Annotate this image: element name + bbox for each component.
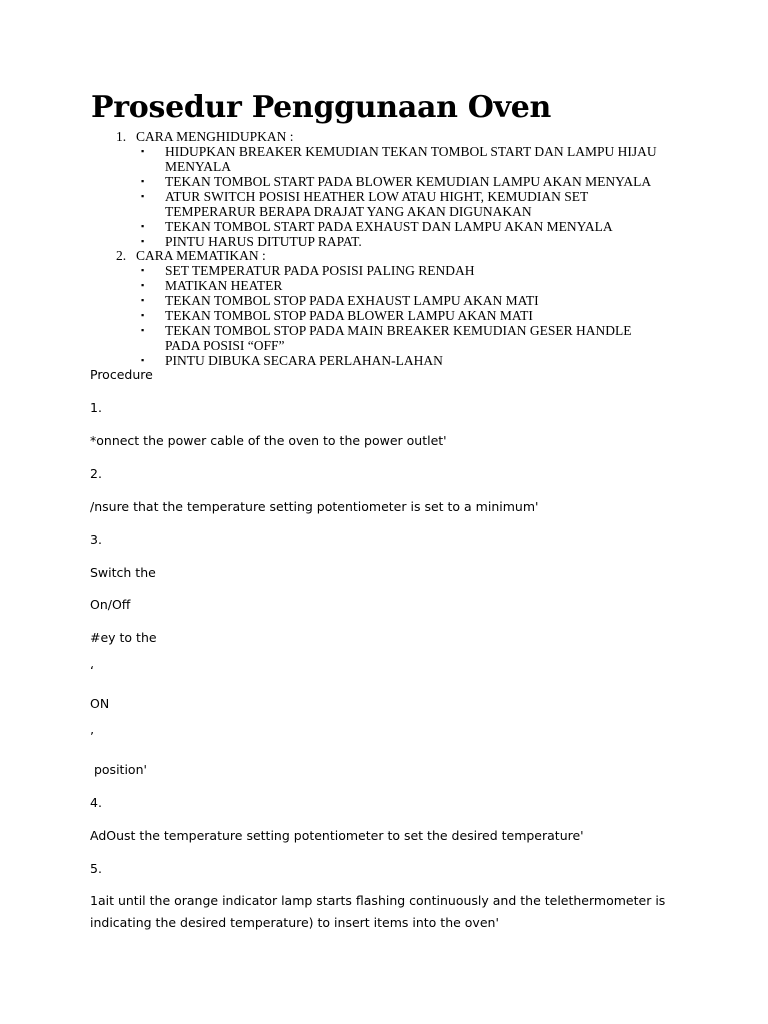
bullet-icon: ▪ (141, 280, 145, 290)
section-2-list (140, 263, 660, 368)
section-2-heading (116, 248, 676, 263)
list-item: ▪ TEKAN TOMBOL STOP PADA BLOWER LAMPU AKAN MATI (141, 308, 533, 323)
bullet-icon: ▪ (141, 295, 145, 305)
list-item: ▪ SET TEMPERATUR PADA POSISI PALING RENDAH (141, 263, 475, 278)
section-1-list (140, 144, 660, 249)
section-2-number: 2. (116, 248, 127, 263)
bullet-icon: ▪ (141, 146, 145, 156)
section-1-heading (116, 129, 676, 144)
procedure-step-text: ON (90, 696, 110, 711)
procedure-step-text: On/Off (90, 597, 131, 612)
bullet-icon: ▪ (141, 325, 145, 335)
bullet-icon: ▪ (141, 221, 145, 231)
procedure-heading: Procedure (90, 367, 153, 382)
bullet-icon: ▪ (141, 191, 145, 201)
procedure-step-number: 4. (90, 795, 102, 810)
list-item: ▪ HIDUPKAN BREAKER KEMUDIAN TEKAN TOMBOL START DAN LAMPU HIJAU MENYALA (141, 144, 657, 174)
procedure-step-number: 2. (90, 466, 102, 481)
procedure-step-number: 5. (90, 861, 102, 876)
list-item: ▪ PINTU DIBUKA SECARA PERLAHAN-LAHAN (141, 353, 443, 368)
procedure-step-text: *onnect the power cable of the oven to the power outlet' (90, 433, 447, 448)
list-item: ▪ TEKAN TOMBOL START PADA EXHAUST DAN LAMPU AKAN MENYALA (141, 219, 613, 234)
section-1-title: CARA MENGHIDUPKAN : (136, 129, 294, 144)
procedure-step-text: #ey to the (90, 630, 157, 645)
list-item: ▪ TEKAN TOMBOL STOP PADA EXHAUST LAMPU AKAN MATI (141, 293, 539, 308)
page-title: Prosedur Penggunaan Oven (91, 90, 552, 125)
section-1-number: 1. (116, 129, 127, 144)
bullet-icon: ▪ (141, 310, 145, 320)
list-item: ▪ PINTU HARUS DITUTUP RAPAT. (141, 234, 362, 249)
bullet-icon: ▪ (141, 236, 145, 246)
procedure-step-text: AdOust the temperature setting potentiometer to set the desired temperature' (90, 828, 584, 843)
list-item: ▪ MATIKAN HEATER (141, 278, 283, 293)
procedure-step-text: ‘ (90, 663, 94, 678)
procedure-step-text: /nsure that the temperature setting potentiometer is set to a minimum' (90, 499, 539, 514)
list-item: ▪ TEKAN TOMBOL START PADA BLOWER KEMUDIAN LAMPU AKAN MENYALA (141, 174, 652, 189)
procedure-step-text: position' (90, 762, 147, 777)
bullet-icon: ▪ (141, 265, 145, 275)
procedure-step-text: ’ (90, 729, 94, 744)
procedure-step-number: 1. (90, 400, 102, 415)
procedure-step-text: Switch the (90, 565, 156, 580)
bullet-icon: ▪ (141, 176, 145, 186)
list-item: ▪ TEKAN TOMBOL STOP PADA MAIN BREAKER KEMUDIAN GESER HANDLE PADA POSISI “OFF” (141, 323, 632, 353)
bullet-icon: ▪ (141, 355, 145, 365)
procedure-step-number: 3. (90, 532, 102, 547)
section-2-title: CARA MEMATIKAN : (136, 248, 266, 263)
list-item: ▪ ATUR SWITCH POSISI HEATHER LOW ATAU HIGHT, KEMUDIAN SET TEMPERARUR BERAPA DRAJAT YANG AKAN DIGUNAKAN (141, 189, 589, 219)
procedure-step-text: 1ait until the orange indicator lamp starts flashing continuously and the telethermometer is indicating the desired temperature) to insert items into the oven' (90, 893, 666, 930)
